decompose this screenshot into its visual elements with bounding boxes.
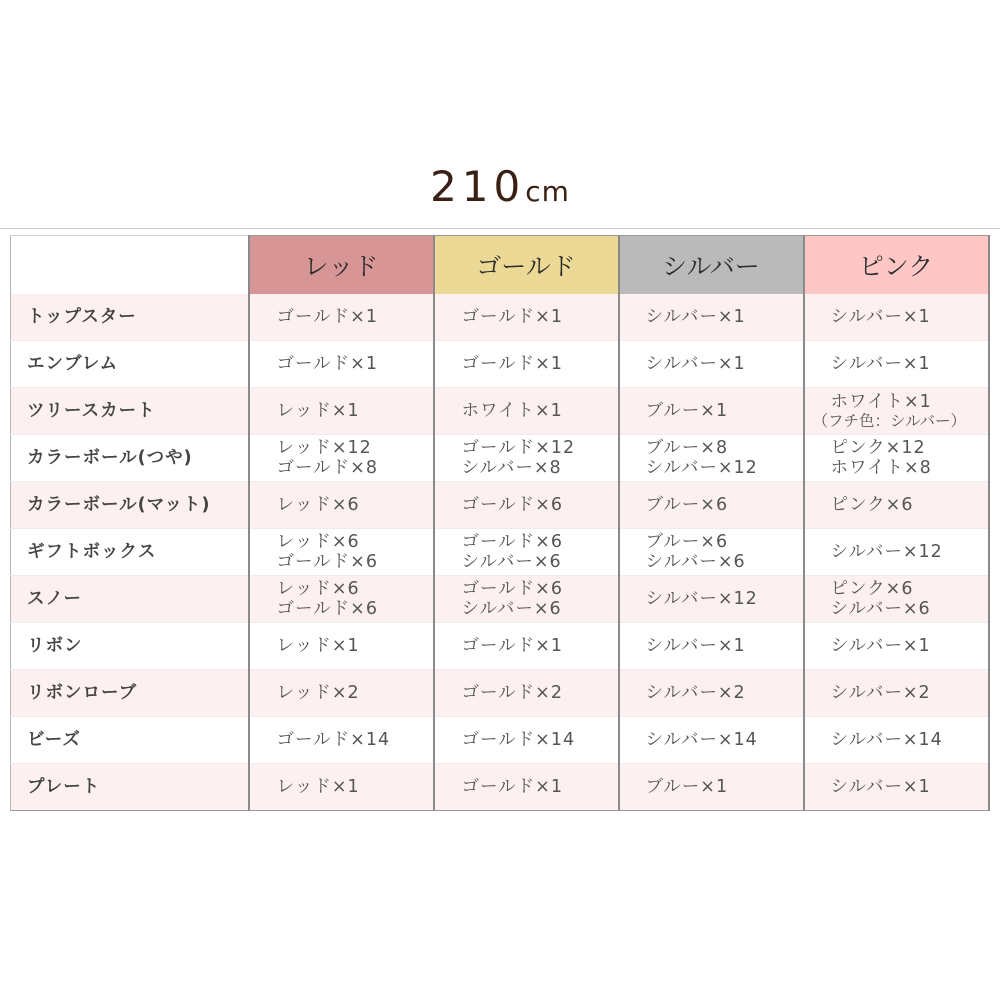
table-row <box>11 529 989 576</box>
row-label: トップスター <box>11 294 249 341</box>
table-cell <box>249 341 434 388</box>
cell-line: ブルー×6 <box>645 532 729 552</box>
cell-line: シルバー×12 <box>645 589 758 609</box>
table-cell <box>804 670 989 717</box>
table-cell <box>249 482 434 529</box>
table-cell <box>434 576 619 623</box>
table-cell <box>619 623 804 670</box>
table-cell <box>804 482 989 529</box>
table-cell <box>619 529 804 576</box>
cell-line: ゴールド×1 <box>461 354 563 374</box>
row-label: リボンローブ <box>11 670 249 717</box>
cell-line: レッド×1 <box>276 777 360 797</box>
cell-line: レッド×2 <box>276 683 360 703</box>
table-cell <box>249 623 434 670</box>
cell-line: シルバー×14 <box>645 730 758 750</box>
row-label: ビーズ <box>11 717 249 764</box>
cell-line: （フチ色：シルバー） <box>812 412 967 430</box>
table-cell <box>249 529 434 576</box>
table-row <box>11 670 989 717</box>
cell-line: ゴールド×6 <box>461 532 563 552</box>
table-cell <box>249 435 434 482</box>
cell-line: ゴールド×6 <box>461 579 563 599</box>
cell-line: シルバー×1 <box>645 354 746 374</box>
row-label: スノー <box>11 576 249 623</box>
table-header-row <box>11 236 989 294</box>
cell-line: シルバー×2 <box>830 683 931 703</box>
cell-line: ブルー×6 <box>645 495 729 515</box>
cell-line: ゴールド×12 <box>461 438 576 458</box>
cell-line: ピンク×12 <box>830 438 926 458</box>
table-cell <box>804 576 989 623</box>
table-cell <box>434 388 619 435</box>
table-row <box>11 294 989 341</box>
contents-table <box>10 235 990 811</box>
cell-line: シルバー×1 <box>830 354 931 374</box>
column-header-silver: シルバー <box>619 236 804 294</box>
cell-line: レッド×6 <box>276 579 360 599</box>
table-body <box>11 294 989 811</box>
row-label: リボン <box>11 623 249 670</box>
column-header-pink: ピンク <box>804 236 989 294</box>
cell-line: ゴールド×1 <box>276 354 378 374</box>
cell-line: ホワイト×1 <box>461 401 563 421</box>
page-title <box>0 162 1000 211</box>
table-cell <box>249 294 434 341</box>
cell-line: ゴールド×14 <box>276 730 391 750</box>
row-label: カラーボール(マット) <box>11 482 249 529</box>
cell-line: シルバー×6 <box>830 599 931 619</box>
table-cell <box>434 482 619 529</box>
table-cell <box>619 482 804 529</box>
cell-line: シルバー×12 <box>830 542 943 562</box>
cell-line: ブルー×8 <box>645 438 729 458</box>
table-cell <box>434 717 619 764</box>
cell-line: ゴールド×1 <box>461 306 563 327</box>
cell-line: ブルー×1 <box>645 401 729 421</box>
cell-line: シルバー×1 <box>645 306 746 327</box>
cell-line: シルバー×1 <box>830 777 931 797</box>
cell-line: シルバー×6 <box>461 599 562 619</box>
table-cell <box>619 294 804 341</box>
table-cell <box>619 576 804 623</box>
cell-line: ゴールド×1 <box>461 777 563 797</box>
cell-line: ゴールド×6 <box>461 495 563 515</box>
table-cell <box>804 623 989 670</box>
cell-line: レッド×6 <box>276 532 360 552</box>
table-cell <box>804 717 989 764</box>
row-label: ギフトボックス <box>11 529 249 576</box>
table-cell <box>804 294 989 341</box>
table-cell <box>619 670 804 717</box>
cell-line: シルバー×12 <box>645 458 758 478</box>
table-cell <box>434 294 619 341</box>
cell-line: ゴールド×1 <box>276 306 378 327</box>
table-cell <box>434 341 619 388</box>
title-size-unit: cm <box>525 175 570 208</box>
cell-line: シルバー×14 <box>830 730 943 750</box>
cell-line: シルバー×6 <box>461 552 562 572</box>
table-cell <box>434 435 619 482</box>
table-row <box>11 717 989 764</box>
table-row <box>11 435 989 482</box>
table-cell <box>249 764 434 811</box>
cell-line: シルバー×1 <box>830 306 931 327</box>
table-cell <box>249 388 434 435</box>
table-cell <box>249 576 434 623</box>
table-row <box>11 764 989 811</box>
row-label: ツリースカート <box>11 388 249 435</box>
cell-line: ゴールド×6 <box>276 599 378 619</box>
cell-line: ホワイト×8 <box>830 458 932 478</box>
cell-line: ゴールド×2 <box>461 683 563 703</box>
table-row <box>11 576 989 623</box>
table-cell <box>249 670 434 717</box>
cell-line: シルバー×1 <box>830 636 931 656</box>
title-divider <box>0 228 1000 229</box>
column-header-gold: ゴールド <box>434 236 619 294</box>
cell-line: ゴールド×6 <box>276 552 378 572</box>
cell-line: レッド×1 <box>276 401 360 421</box>
cell-line: レッド×12 <box>276 438 372 458</box>
column-header-red: レッド <box>249 236 434 294</box>
table-cell <box>434 623 619 670</box>
title-size-number: 210 <box>430 162 526 211</box>
table-cell <box>619 388 804 435</box>
table-cell <box>619 717 804 764</box>
table-cell <box>804 388 989 435</box>
cell-line: ホワイト×1 <box>830 392 932 412</box>
table-corner-cell <box>11 236 249 294</box>
cell-line: シルバー×1 <box>645 636 746 656</box>
cell-line: ブルー×1 <box>645 777 729 797</box>
cell-line: ピンク×6 <box>830 579 914 599</box>
row-label: エンブレム <box>11 341 249 388</box>
table-cell <box>804 764 989 811</box>
cell-line: ピンク×6 <box>830 495 914 515</box>
table-cell <box>804 529 989 576</box>
row-label: プレート <box>11 764 249 811</box>
cell-line: ゴールド×14 <box>461 730 576 750</box>
cell-line: ゴールド×8 <box>276 458 378 478</box>
table-row <box>11 482 989 529</box>
table-cell <box>804 341 989 388</box>
cell-line: ゴールド×1 <box>461 636 563 656</box>
row-label: カラーボール(つや) <box>11 435 249 482</box>
cell-line: シルバー×6 <box>645 552 746 572</box>
cell-line: レッド×1 <box>276 636 360 656</box>
table-cell <box>434 529 619 576</box>
cell-line: シルバー×2 <box>645 683 746 703</box>
table-cell <box>619 764 804 811</box>
table-cell <box>434 764 619 811</box>
cell-line: レッド×6 <box>276 495 360 515</box>
cell-line: シルバー×8 <box>461 458 562 478</box>
table-cell <box>804 435 989 482</box>
table-cell <box>619 341 804 388</box>
table-cell <box>619 435 804 482</box>
table-row <box>11 623 989 670</box>
table-row <box>11 341 989 388</box>
table-cell <box>249 717 434 764</box>
table-row <box>11 388 989 435</box>
table-cell <box>434 670 619 717</box>
